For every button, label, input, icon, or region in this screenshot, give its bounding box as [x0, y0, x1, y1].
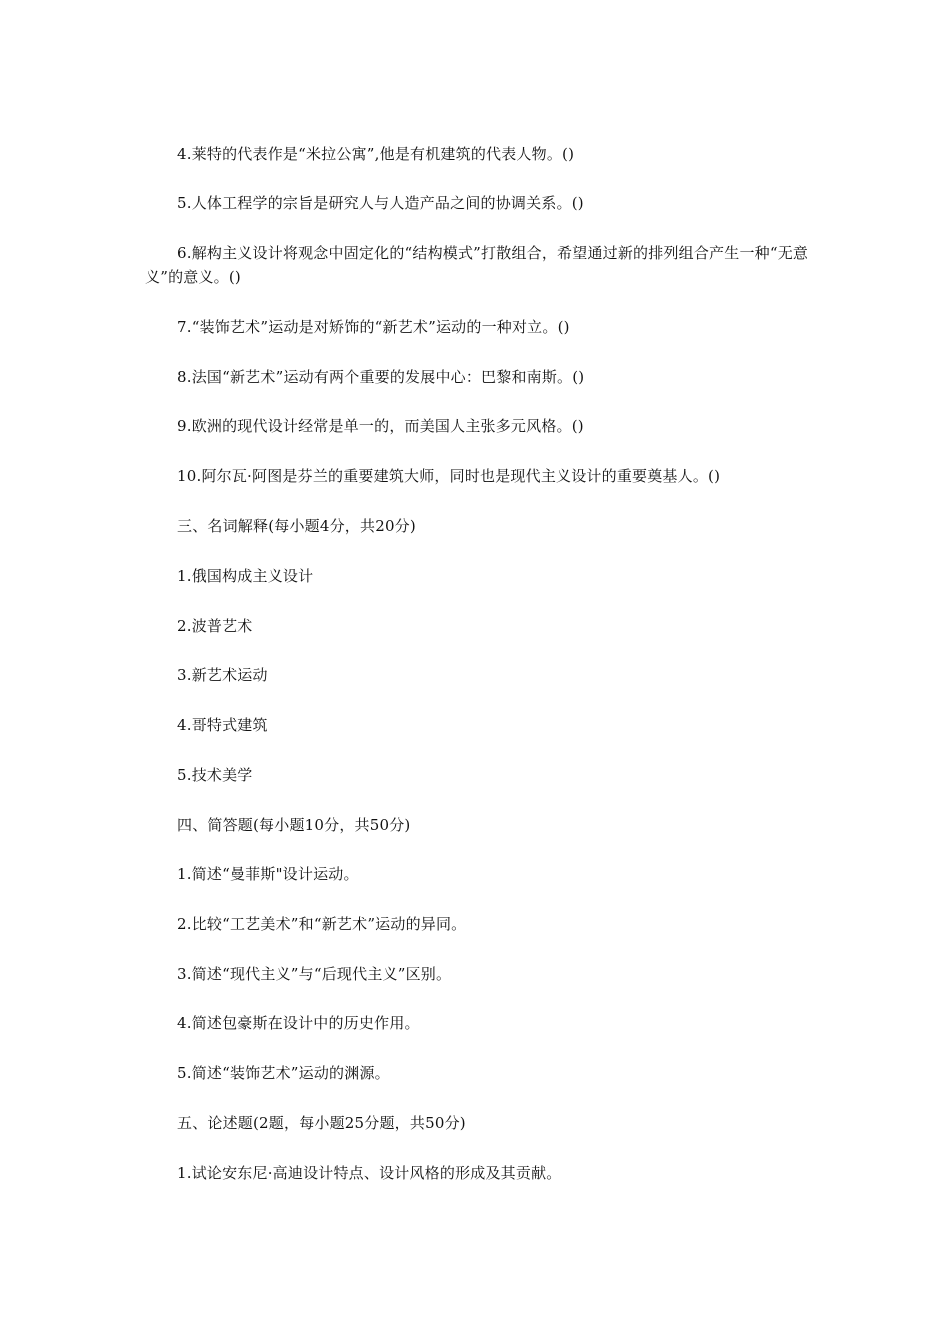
term-item-3: 3.新艺术运动 — [177, 666, 268, 684]
judgment-item-9: 9.欧洲的现代设计经常是单一的，而美国人主张多元风格。() — [177, 417, 584, 435]
section-3-heading: 三、名词解释(每小题4分，共20分) — [177, 517, 416, 535]
term-item-2: 2.波普艺术 — [177, 617, 253, 635]
short-answer-item-5: 5.简述“装饰艺术”运动的渊源。 — [177, 1064, 390, 1082]
section-5-heading: 五、论述题(2题，每小题25分题，共50分) — [177, 1114, 466, 1132]
term-item-4: 4.哥特式建筑 — [177, 716, 268, 734]
judgment-item-5: 5.人体工程学的宗旨是研究人与人造产品之间的协调关系。() — [177, 194, 584, 212]
judgment-item-8: 8.法国“新艺术”运动有两个重要的发展中心：巴黎和南斯。() — [177, 368, 585, 386]
judgment-item-7: 7.“装饰艺术”运动是对矫饰的“新艺术”运动的一种对立。() — [177, 318, 570, 336]
judgment-item-4: 4.莱特的代表作是“米拉公寓”,他是有机建筑的代表人物。() — [177, 145, 575, 163]
term-item-1: 1.俄国构成主义设计 — [177, 567, 314, 585]
short-answer-item-4: 4.简述包豪斯在设计中的历史作用。 — [177, 1014, 420, 1032]
judgment-item-10: 10.阿尔瓦·阿图是芬兰的重要建筑大师，同时也是现代主义设计的重要奠基人。() — [177, 467, 721, 485]
term-item-5: 5.技术美学 — [177, 766, 253, 784]
essay-item-1: 1.试论安东尼·高迪设计特点、设计风格的形成及其贡献。 — [177, 1164, 562, 1182]
judgment-item-6: 6.解构主义设计将观念中固定化的“结构模式”打散组合，希望通过新的排列组合产生一种“无意义”的意义。() — [145, 244, 809, 286]
section-4-heading: 四、简答题(每小题10分，共50分) — [177, 816, 411, 834]
short-answer-item-3: 3.简述“现代主义”与“后现代主义”区别。 — [177, 965, 452, 983]
short-answer-item-1: 1.简述“曼菲斯"设计运动。 — [177, 865, 359, 883]
short-answer-item-2: 2.比较“工艺美术”和“新艺术”运动的异同。 — [177, 915, 467, 933]
